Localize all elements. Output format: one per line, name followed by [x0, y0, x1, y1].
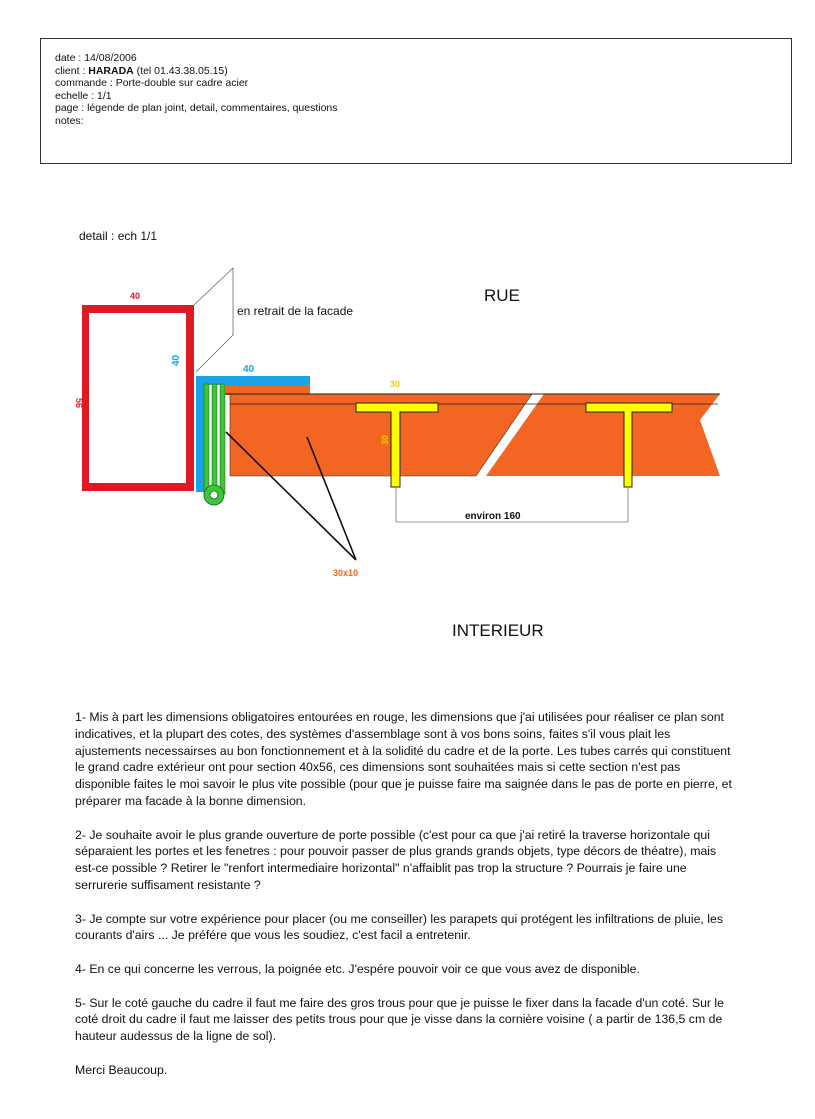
dim-environ-160: environ 160 — [465, 511, 521, 522]
paragraph-4: 4- En ce qui concerne les verrous, la poignée etc. J'espére pouvoir voir ce que vous avez de disponible. — [75, 961, 640, 976]
dim-yellow-side: 30 — [380, 434, 390, 445]
red-frame-tube-inner — [89, 313, 186, 483]
dim-red-top: 40 — [130, 291, 141, 301]
dim-blue-vertical: 40 — [171, 354, 182, 366]
header-date: date : 14/08/2006 — [55, 52, 137, 64]
paragraph-5: 5- Sur le coté gauche du cadre il faut me faire des gros trous pour que je puisse le fixer dans la facade d'un coté. Sur le coté droit du cadre il faut me laisser des petits trous pour que je visse dans la cornière voisine ( a partir de 136,5 cm de hauteur audessus de la ligne de sol). — [75, 995, 724, 1044]
paragraph-3: 3- Je compte sur votre expérience pour placer (ou me conseiller) les parapets qui protégent les infiltrations de pluie, les courants d'airs ... Je préfére que vous les soudiez, c'est facil a entretenir. — [75, 911, 723, 943]
green-flat-3 — [220, 384, 225, 494]
dim-blue-horizontal: 40 — [243, 364, 255, 375]
header-info-box — [40, 38, 792, 164]
client-phone: (tel 01.43.38.05.15) — [133, 64, 228, 77]
facade-retreat-lines — [194, 268, 233, 372]
closing-thanks: Merci Beaucoup. — [75, 1062, 168, 1077]
green-flat-1 — [204, 384, 209, 494]
hinge-pin — [210, 491, 218, 499]
dim-yellow-top: 30 — [390, 379, 401, 389]
client-prefix: client : — [55, 64, 89, 77]
dim-red-side: 56 — [74, 398, 84, 409]
header-client — [55, 65, 777, 78]
commentary-text — [75, 709, 735, 1095]
header-echelle: echelle : 1/1 — [55, 89, 112, 102]
header-commande: commande : Porte-double sur cadre acier — [55, 77, 249, 90]
label-rue: RUE — [484, 286, 520, 305]
label-interieur: INTERIEUR — [452, 621, 544, 640]
header-notes: notes: — [55, 114, 84, 127]
client-name: HARADA — [88, 64, 134, 77]
paragraph-2: 2- Je souhaite avoir le plus grande ouverture de porte possible (c'est pour ca que j'ai retiré la traverse horizontale qui séparaient les portes et les fenetres : pour pouvoir passer de plus grands grands objets, type décors de théatre), mais est-ce possible ? Retirer le "renfort intermediaire horizontal" n'affaiblit pas trop la structure ? Pourrais je faire une serrurerie suffisament resistante ? — [75, 827, 717, 892]
paragraph-1: 1- Mis à part les dimensions obligatoires entourées en rouge, les dimensions que j'ai utilisées pour réaliser ce plan sont indicatives, et la plupart des cotes, des systèmes d'assemblage sont à vos bons soins, faites s'il vous plait les ajustements necessairses au bon fonctionnement et à la solidité du cadre et de la porte. Les tubes carrés qui constituent le grand cadre extérieur ont pour section 40x56, ces dimensions sont souhaitées mais si cette section n'est pas disponible faites le moi savoir le plus vite possible (pour que je puisse faire ma saignée dans le pas de porte en pierre, et préparer ma facade à la bonne dimension. — [75, 710, 732, 808]
green-flat-2 — [212, 384, 217, 494]
label-retrait-facade: en retrait de la facade — [237, 304, 354, 318]
door-frame-detail-drawing — [0, 255, 815, 595]
blue-angle-horizontal — [196, 376, 310, 385]
dim-30x10: 30x10 — [333, 568, 359, 578]
header-page: page : légende de plan joint, detail, commentaires, questions — [55, 102, 338, 115]
detail-scale-label: detail : ech 1/1 — [79, 229, 158, 243]
blue-angle-vertical — [196, 378, 205, 492]
